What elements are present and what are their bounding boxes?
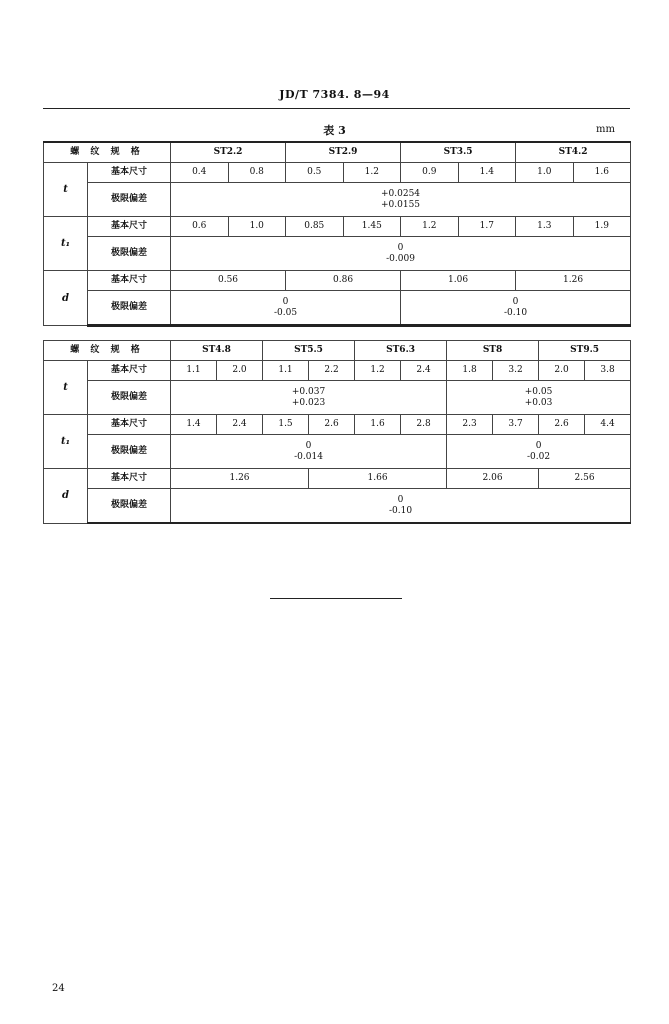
table-row	[44, 489, 631, 524]
table-cell: 2.6	[309, 415, 355, 435]
tolerance-upper: 0	[397, 242, 404, 253]
table-cell: 1.8	[447, 361, 493, 381]
tolerance-lower: -0.05	[273, 307, 298, 318]
row-label-d: d	[44, 469, 88, 524]
tolerance-cell	[447, 381, 631, 415]
tolerance-upper: 0	[512, 296, 519, 307]
table-cell: 1.4	[171, 415, 217, 435]
tolerance-upper: 0	[282, 296, 289, 307]
tolerance-lower: -0.10	[388, 505, 413, 516]
basic-size-label: 基本尺寸	[88, 271, 171, 291]
tolerance-cell	[401, 291, 631, 326]
tolerance-label: 极限偏差	[88, 291, 171, 326]
table-row	[44, 415, 631, 435]
spec-header: ST2.2	[171, 142, 286, 163]
tolerance-label: 极限偏差	[88, 183, 171, 217]
table-cell: 1.66	[309, 469, 447, 489]
table-cell: 3.2	[493, 361, 539, 381]
thread-spec-label: 螺 纹 规 格	[44, 142, 171, 163]
tolerance-upper: 0	[535, 440, 542, 451]
header-rule	[43, 108, 630, 109]
basic-size-label: 基本尺寸	[88, 469, 171, 489]
table-cell: 2.3	[447, 415, 493, 435]
tolerance-cell	[171, 183, 631, 217]
tolerance-lower: -0.014	[294, 451, 323, 462]
tolerance-upper: +0.0254	[381, 188, 421, 199]
table-cell: 1.5	[263, 415, 309, 435]
table-row	[44, 163, 631, 183]
dimension-table-b	[43, 340, 631, 524]
table-cell: 1.1	[171, 361, 217, 381]
spec-header: ST4.8	[171, 341, 263, 361]
tolerance-lower: -0.009	[386, 253, 415, 264]
unit-label: mm	[596, 124, 615, 135]
table-row	[44, 271, 631, 291]
tolerance-cell	[171, 291, 401, 326]
tolerance-lower: -0.10	[504, 307, 528, 318]
tolerance-upper: 0	[305, 440, 312, 451]
row-label-d: d	[44, 271, 88, 326]
table-row	[44, 217, 631, 237]
spec-header: ST6.3	[355, 341, 447, 361]
table-cell: 3.8	[585, 361, 631, 381]
row-label-t1: t₁	[44, 217, 88, 271]
spec-header: ST2.9	[286, 142, 401, 163]
table-cell: 2.06	[447, 469, 539, 489]
table-cell: 2.6	[539, 415, 585, 435]
table-cell: 2.4	[217, 415, 263, 435]
table-row	[44, 469, 631, 489]
basic-size-label: 基本尺寸	[88, 163, 171, 183]
tolerance-lower: -0.02	[527, 451, 551, 462]
table-row	[44, 183, 631, 217]
tolerance-label: 极限偏差	[88, 489, 171, 524]
standard-number-header: JD/T 7384. 8—94	[279, 88, 390, 101]
table-cell: 4.4	[585, 415, 631, 435]
table-cell: 1.1	[263, 361, 309, 381]
table-row	[44, 361, 631, 381]
table-cell: 2.0	[539, 361, 585, 381]
tolerance-cell	[171, 237, 631, 271]
tolerance-lower: +0.03	[524, 397, 553, 408]
table-cell: 1.26	[516, 271, 631, 291]
table-cell: 1.45	[343, 217, 401, 237]
table-cell: 1.06	[401, 271, 516, 291]
table-cell: 0.4	[171, 163, 229, 183]
dimension-table-a	[43, 141, 631, 327]
table-cell: 0.9	[401, 163, 459, 183]
tolerance-cell	[171, 381, 447, 415]
row-label-t: t	[44, 163, 88, 217]
table-row	[44, 291, 631, 326]
table-cell: 2.2	[309, 361, 355, 381]
table-title: 表 3	[323, 124, 346, 137]
table-cell: 2.56	[539, 469, 631, 489]
basic-size-label: 基本尺寸	[88, 361, 171, 381]
thread-spec-label: 螺 纹 规 格	[44, 341, 171, 361]
spec-header: ST8	[447, 341, 539, 361]
tolerance-cell	[447, 435, 631, 469]
row-label-t1: t₁	[44, 415, 88, 469]
basic-size-label: 基本尺寸	[88, 415, 171, 435]
tolerance-cell	[171, 435, 447, 469]
tolerance-label: 极限偏差	[88, 435, 171, 469]
tolerance-lower: +0.0155	[381, 199, 421, 210]
table-row	[44, 237, 631, 271]
table-cell: 1.0	[516, 163, 574, 183]
table-cell: 1.6	[355, 415, 401, 435]
spec-header: ST4.2	[516, 142, 631, 163]
table-cell: 1.3	[516, 217, 574, 237]
spec-header: ST9.5	[539, 341, 631, 361]
table-header-row	[44, 341, 631, 361]
table-cell: 1.2	[355, 361, 401, 381]
table-row	[44, 435, 631, 469]
table-cell: 1.7	[458, 217, 516, 237]
table-cell: 1.0	[228, 217, 286, 237]
spec-header: ST3.5	[401, 142, 516, 163]
table-cell: 1.26	[171, 469, 309, 489]
tolerance-upper: +0.05	[524, 386, 553, 397]
table-cell: 1.4	[458, 163, 516, 183]
table-cell: 1.9	[573, 217, 631, 237]
table-cell: 2.4	[401, 361, 447, 381]
spec-header: ST5.5	[263, 341, 355, 361]
page-number: 24	[52, 983, 65, 994]
end-of-standard-rule	[270, 598, 402, 599]
basic-size-label: 基本尺寸	[88, 217, 171, 237]
table-row	[44, 381, 631, 415]
tolerance-label: 极限偏差	[88, 381, 171, 415]
table-cell: 1.6	[573, 163, 631, 183]
tolerance-cell	[171, 489, 631, 524]
table-header-row	[44, 142, 631, 163]
tolerance-upper: +0.037	[291, 386, 326, 397]
tolerance-upper: 0	[397, 494, 404, 505]
table-cell: 0.56	[171, 271, 286, 291]
table-cell: 0.86	[286, 271, 401, 291]
table-cell: 0.8	[228, 163, 286, 183]
table-cell: 3.7	[493, 415, 539, 435]
table-cell: 2.8	[401, 415, 447, 435]
table-cell: 1.2	[343, 163, 401, 183]
tolerance-lower: +0.023	[291, 397, 326, 408]
tolerance-label: 极限偏差	[88, 237, 171, 271]
row-label-t: t	[44, 361, 88, 415]
table-cell: 0.5	[286, 163, 344, 183]
table-cell: 0.6	[171, 217, 229, 237]
table-cell: 1.2	[401, 217, 459, 237]
table-cell: 2.0	[217, 361, 263, 381]
table-cell: 0.85	[286, 217, 344, 237]
